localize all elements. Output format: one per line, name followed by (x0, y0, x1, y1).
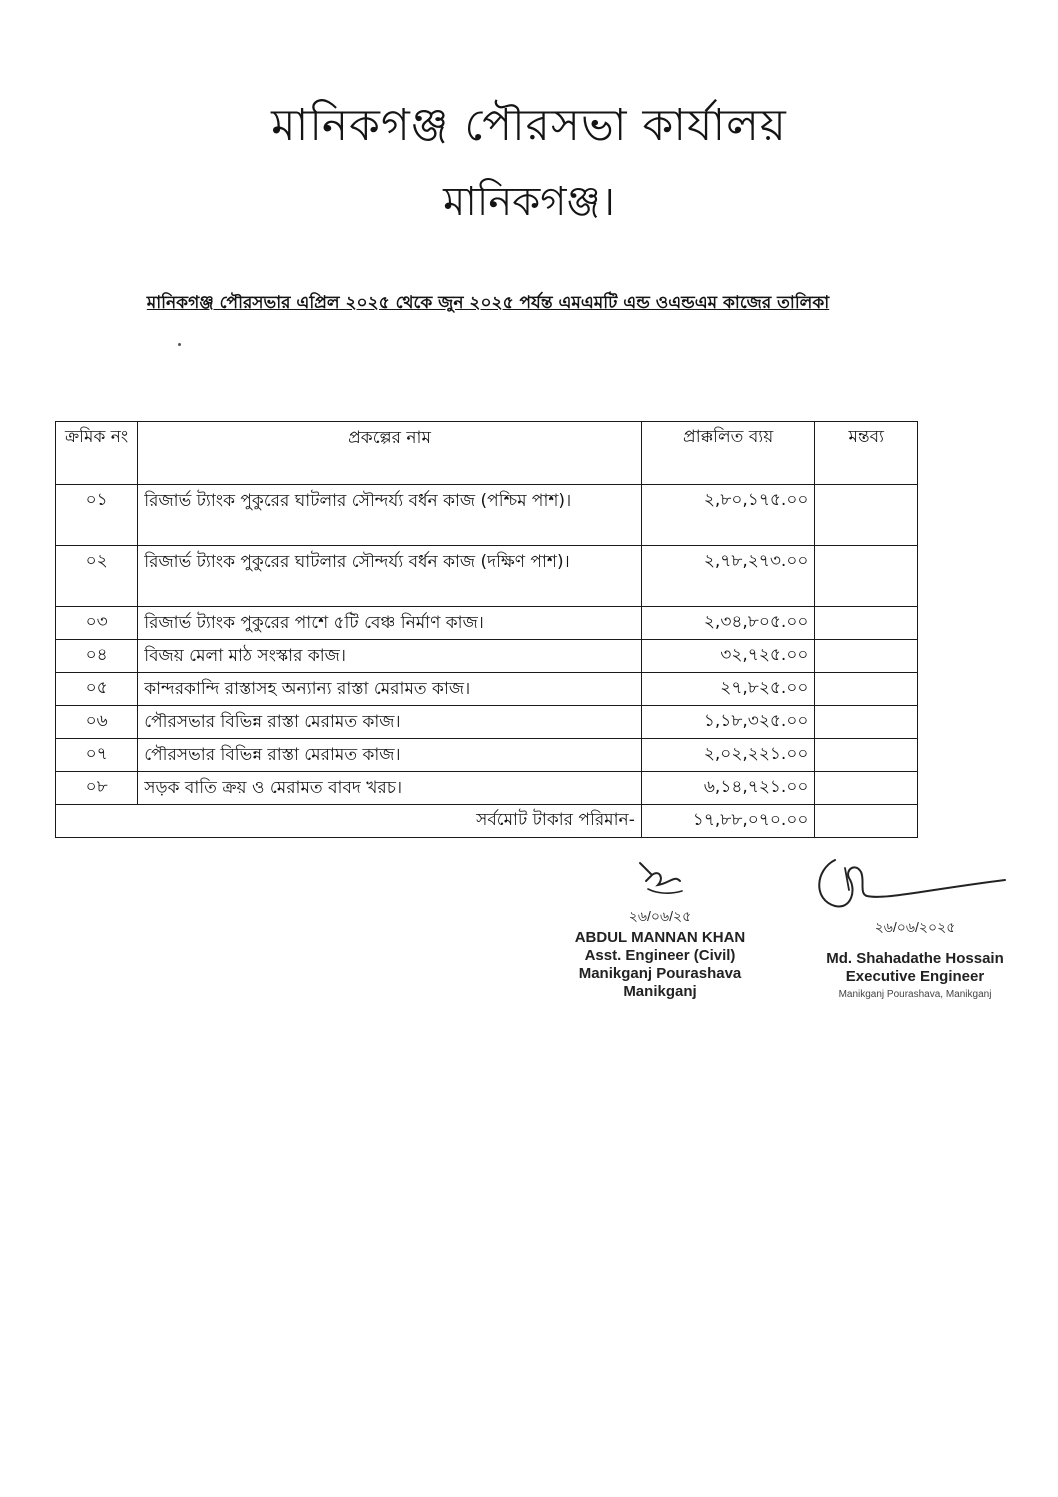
cost-cell: ২,৩৪,৮০৫.০০ (641, 607, 815, 640)
table-row (56, 706, 918, 739)
remark-cell (815, 640, 918, 673)
signatory-name: ABDUL MANNAN KHAN (574, 929, 746, 946)
signature-block-asst-engineer (540, 855, 780, 1001)
project-name-cell: পৌরসভার বিভিন্ন রাস্তা মেরামত কাজ। (138, 739, 642, 772)
col-header-serial: ক্রমিক নং (56, 422, 138, 485)
serial-cell: ০২ (56, 546, 138, 607)
col-header-remarks: মন্তব্য (815, 422, 918, 485)
signature-date: ২৬/০৬/২৫ (628, 908, 692, 924)
table-row (56, 739, 918, 772)
total-remark-cell (815, 805, 918, 838)
office-location: মানিকগঞ্জ। (443, 179, 615, 225)
table-row (56, 607, 918, 640)
scan-speck (178, 343, 181, 346)
project-name-cell: রিজার্ভ ট্যাংক পুকুরের পাশে ৫টি বেঞ্চ নির্মাণ কাজ। (138, 607, 642, 640)
signatory-office: Manikganj Pourashava (578, 965, 742, 982)
serial-cell: ০৭ (56, 739, 138, 772)
serial-cell: ০৫ (56, 673, 138, 706)
project-name-cell: রিজার্ভ ট্যাংক পুকুরের ঘাটলার সৌন্দর্য্য বর্ধন কাজ (পশ্চিম পাশ)। (138, 485, 642, 546)
project-name-cell: সড়ক বাতি ক্রয় ও মেরামত বাবদ খরচ। (138, 772, 642, 805)
cost-cell: ২,৮০,১৭৫.০০ (641, 485, 815, 546)
cost-cell: ১,১৮,৩২৫.০০ (641, 706, 815, 739)
col-header-estimated-cost: প্রাক্কলিত ব্যয় (641, 422, 815, 485)
remark-cell (815, 739, 918, 772)
signature-block-executive-engineer (795, 850, 1035, 1004)
remark-cell (815, 673, 918, 706)
serial-cell: ০৬ (56, 706, 138, 739)
signatory-place: Manikganj (623, 983, 697, 1000)
remark-cell (815, 772, 918, 805)
document-subject: মানিকগঞ্জ পৌরসভার এপ্রিল ২০২৫ থেকে জুন ২০২৫ পর্যন্ত এমএমটি এন্ড ওএন্ডএম কাজের তালিকা (146, 293, 830, 313)
project-name-cell: কান্দরকান্দি রাস্তাসহ অন্যান্য রাস্তা মেরামত কাজ। (138, 673, 642, 706)
project-name-cell: বিজয় মেলা মাঠ সংস্কার কাজ। (138, 640, 642, 673)
cost-cell: ৬,১৪,৭২১.০০ (641, 772, 815, 805)
signatory-designation: Executive Engineer (845, 968, 985, 985)
table-row (56, 546, 918, 607)
project-name-cell: রিজার্ভ ট্যাংক পুকুরের ঘাটলার সৌন্দর্য্য বর্ধন কাজ (দক্ষিণ পাশ)। (138, 546, 642, 607)
office-title: মানিকগঞ্জ পৌরসভা কার্যালয় (271, 100, 787, 151)
table-row (56, 485, 918, 546)
serial-cell: ০৪ (56, 640, 138, 673)
table-row (56, 772, 918, 805)
remark-cell (815, 607, 918, 640)
remark-cell (815, 546, 918, 607)
signatory-office: Manikganj Pourashava, Manikganj (838, 989, 992, 1000)
serial-cell: ০১ (56, 485, 138, 546)
remark-cell (815, 706, 918, 739)
total-value: ১৭,৮৮,০৭০.০০ (641, 805, 815, 838)
table-row (56, 640, 918, 673)
works-table (55, 421, 918, 838)
col-header-project-name: প্রকল্পের নাম (138, 422, 642, 485)
handwritten-signature-icon (600, 855, 720, 905)
serial-cell: ০৮ (56, 772, 138, 805)
signatory-designation: Asst. Engineer (Civil) (584, 947, 736, 964)
signature-date: ২৬/০৬/২০২৫ (874, 919, 956, 935)
signatory-name: Md. Shahadathe Hossain (826, 950, 1004, 967)
remark-cell (815, 485, 918, 546)
cost-cell: ২৭,৮২৫.০০ (641, 673, 815, 706)
total-label: সর্বমোট টাকার পরিমান- (56, 805, 642, 838)
project-name-cell: পৌরসভার বিভিন্ন রাস্তা মেরামত কাজ। (138, 706, 642, 739)
table-header-row (56, 422, 918, 485)
cost-cell: ৩২,৭২৫.০০ (641, 640, 815, 673)
table-row (56, 673, 918, 706)
handwritten-signature-icon (805, 850, 1025, 920)
cost-cell: ২,৭৮,২৭৩.০০ (641, 546, 815, 607)
cost-cell: ২,০২,২২১.০০ (641, 739, 815, 772)
total-row (56, 805, 918, 838)
serial-cell: ০৩ (56, 607, 138, 640)
